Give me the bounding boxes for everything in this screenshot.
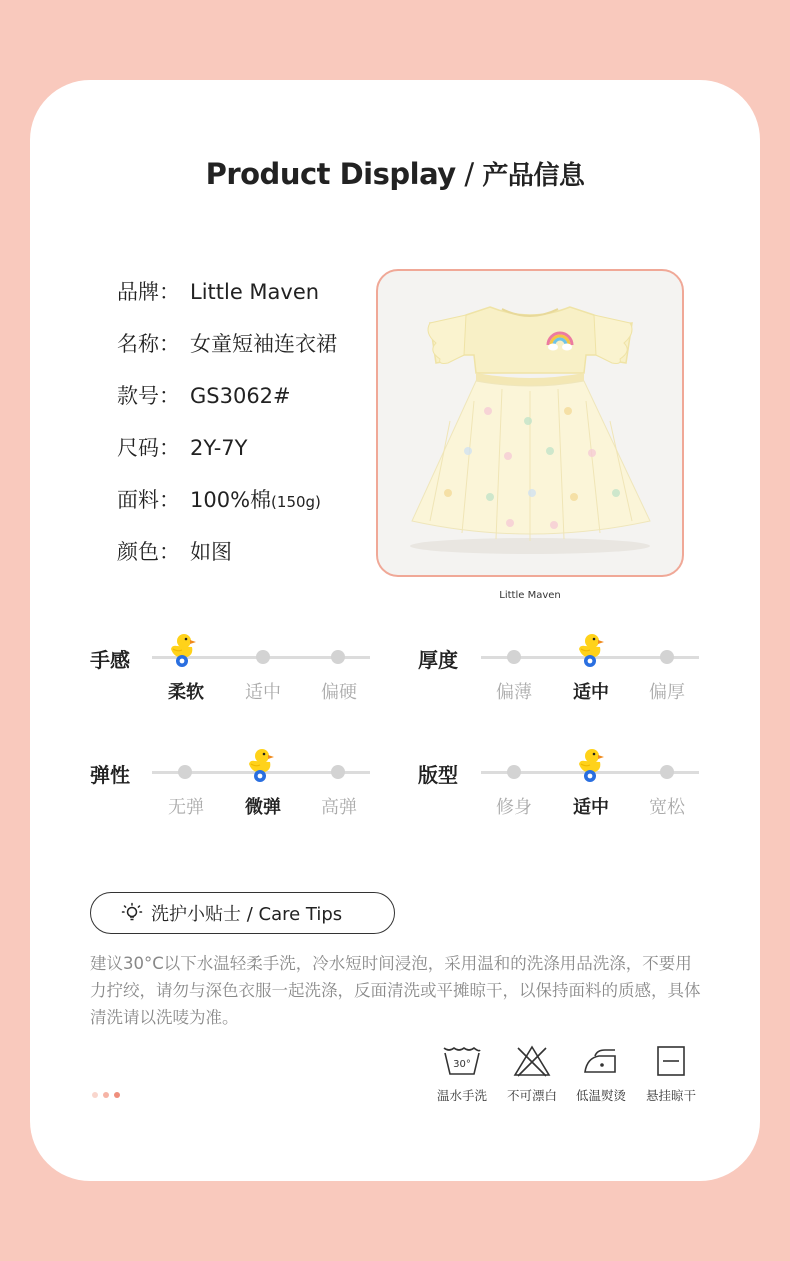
attr-option-selected: 适中 <box>573 682 609 703</box>
spec-value: Little Maven <box>190 280 320 304</box>
spec-style-no <box>117 380 291 410</box>
attr-dot <box>331 765 345 779</box>
duck-marker-icon <box>246 747 280 783</box>
attr-option: 无弹 <box>168 797 204 818</box>
attr-label-fit: 版型 <box>418 763 458 787</box>
page-indicator <box>92 1092 120 1098</box>
attr-option: 高弹 <box>321 797 357 818</box>
wash-temp: 30° <box>453 1059 471 1070</box>
care-hand-wash <box>427 1044 497 1104</box>
spec-color <box>117 536 232 566</box>
spec-extra: (150g) <box>271 493 321 511</box>
spec-value: 如图 <box>190 540 232 564</box>
attr-option: 适中 <box>245 682 281 703</box>
product-photo <box>376 269 684 577</box>
attr-dot <box>507 765 521 779</box>
care-no-bleach <box>497 1044 567 1104</box>
attr-option: 偏硬 <box>321 682 357 703</box>
care-tips-header <box>90 892 395 934</box>
attr-option-selected: 柔软 <box>168 682 204 703</box>
page-dot <box>114 1092 120 1098</box>
attr-option: 偏薄 <box>496 682 532 703</box>
photo-caption: Little Maven <box>499 590 561 601</box>
attr-dot <box>256 650 270 664</box>
attr-dot <box>660 765 674 779</box>
attr-label-elasticity: 弹性 <box>90 763 130 787</box>
spec-value: 2Y-7Y <box>190 436 248 460</box>
spec-value: 100%棉 <box>190 488 272 512</box>
title-cn: 产品信息 <box>482 161 585 191</box>
spec-size <box>117 432 247 462</box>
spec-key: 尺码： <box>117 436 180 460</box>
hand-wash-icon <box>442 1044 482 1078</box>
attr-label-hand-feel: 手感 <box>90 648 130 672</box>
attr-dot <box>660 650 674 664</box>
spec-key: 款号： <box>117 384 180 408</box>
attr-option: 修身 <box>496 797 532 818</box>
spec-name <box>117 328 337 358</box>
care-tips-text: 建议30°C以下水温轻柔手洗，冷水短时间浸泡，采用温和的洗涤用品洗涤，不要用力拧绞，请勿与深色衣服一起洗涤，反面清洗或平摊晾干，以保持面料的质感，具体清洗请以洗唛为准。 <box>90 954 701 1027</box>
duck-marker-icon <box>168 632 202 668</box>
attr-option: 宽松 <box>649 797 685 818</box>
care-label: 低温熨烫 <box>575 1088 626 1103</box>
title-en: Product Display <box>205 157 456 191</box>
duck-marker-icon <box>576 632 610 668</box>
no-bleach-icon <box>512 1044 552 1078</box>
attr-dot <box>331 650 345 664</box>
care-low-iron <box>566 1044 636 1104</box>
page-dot <box>103 1092 109 1098</box>
attr-option: 偏厚 <box>649 682 685 703</box>
title-separator: / <box>455 157 483 191</box>
lightbulb-icon <box>121 902 143 924</box>
spec-key: 名称： <box>117 332 180 356</box>
attr-option-selected: 适中 <box>573 797 609 818</box>
duck-marker-icon <box>576 747 610 783</box>
spec-key: 颜色： <box>117 540 180 564</box>
spec-value: GS3062# <box>190 384 291 408</box>
care-hang-dry <box>636 1044 706 1104</box>
spec-value: 女童短袖连衣裙 <box>190 332 337 356</box>
spec-key: 面料： <box>117 488 180 512</box>
attr-label-thickness: 厚度 <box>418 648 458 672</box>
attr-dot <box>507 650 521 664</box>
care-label: 温水手洗 <box>436 1088 487 1103</box>
attr-option-selected: 微弹 <box>245 797 281 818</box>
attr-dot <box>178 765 192 779</box>
dress-illustration <box>378 271 682 575</box>
page-dot <box>92 1092 98 1098</box>
care-tips-title: 洗护小贴士 / Care Tips <box>151 904 343 925</box>
care-label: 悬挂晾干 <box>645 1088 696 1103</box>
spec-brand <box>117 276 319 306</box>
spec-fabric <box>117 484 321 514</box>
hang-dry-icon <box>651 1044 691 1078</box>
page-title <box>0 155 790 192</box>
care-label: 不可漂白 <box>506 1088 557 1103</box>
spec-key: 品牌： <box>117 280 180 304</box>
low-iron-icon <box>581 1044 621 1078</box>
